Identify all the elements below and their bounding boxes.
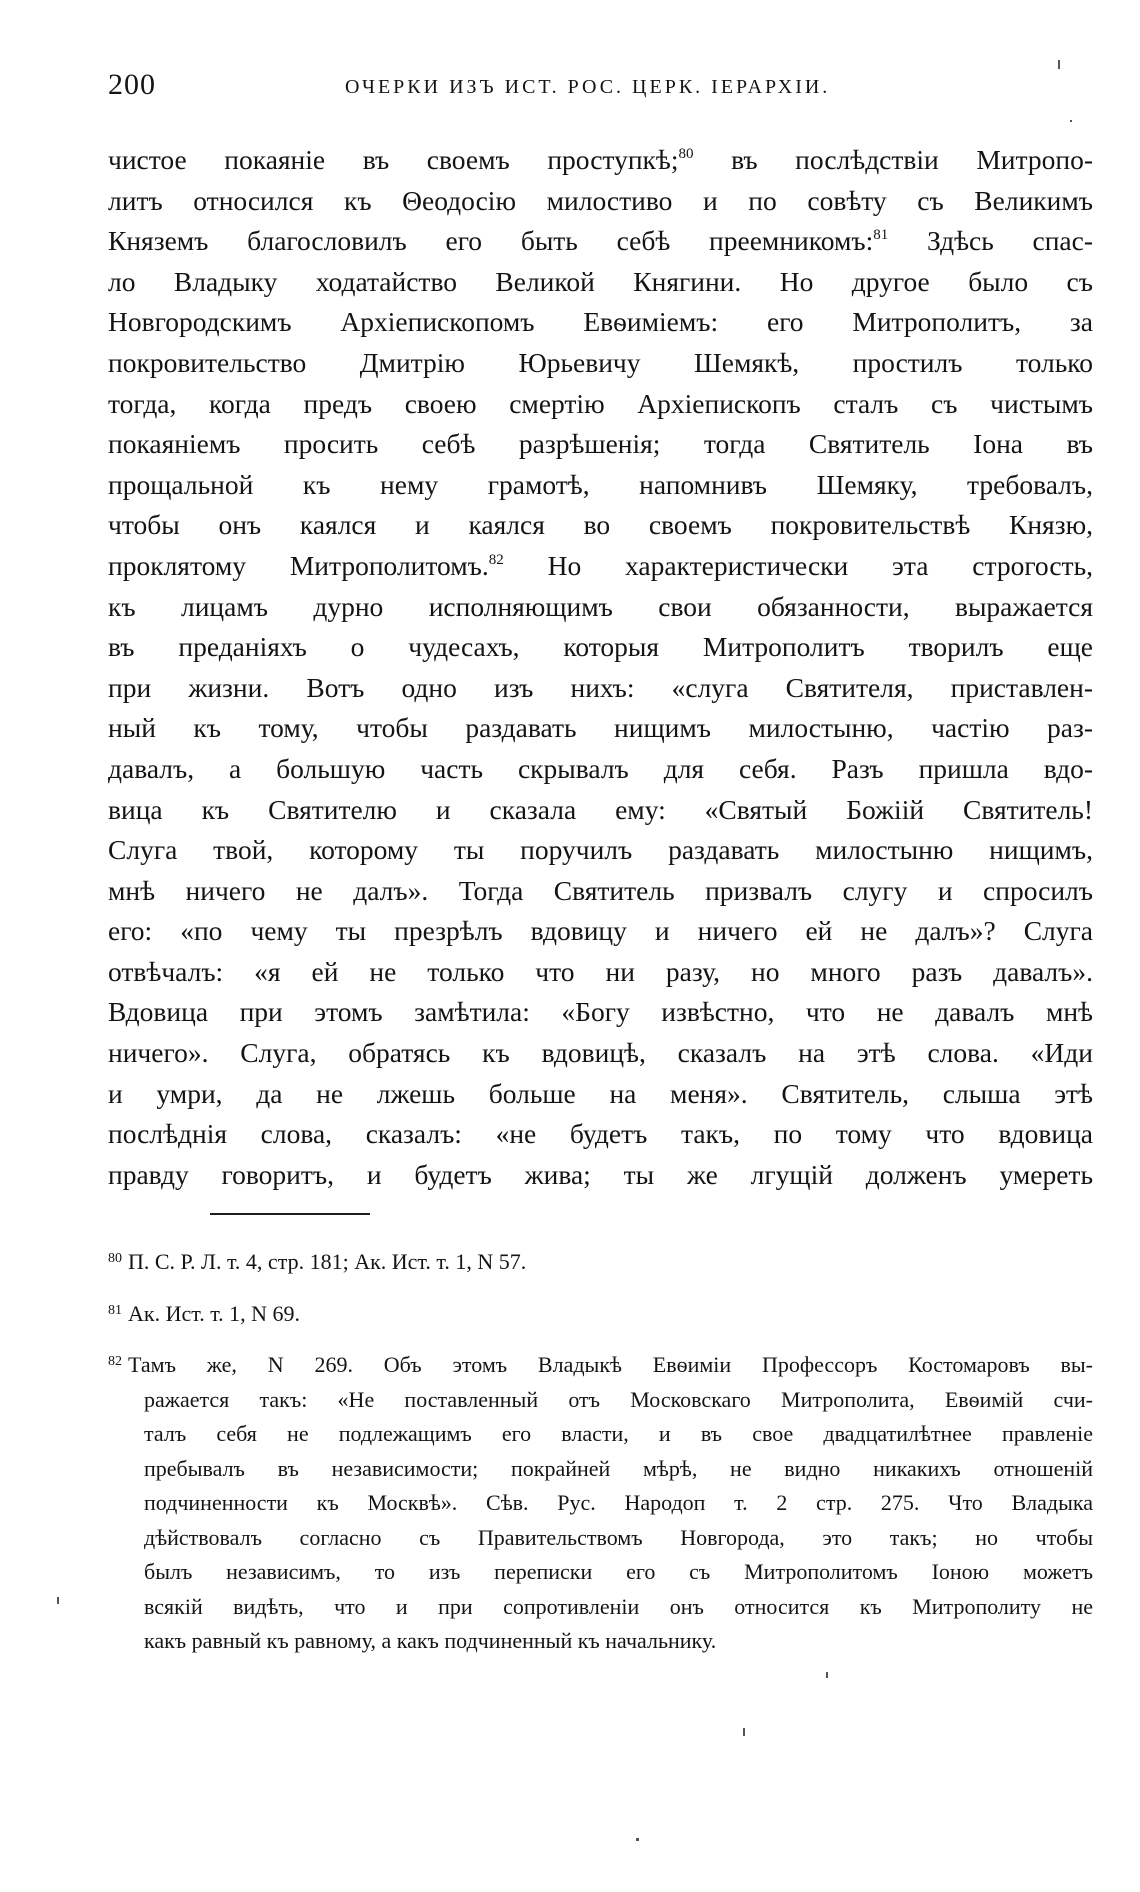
- footnote-text: ражается такъ: «Не поставленный отъ Московскаго Митрополита, Евѳимій счи-: [144, 1386, 1093, 1412]
- text-line-segment: Новгородскимъ Архіепископомъ Евѳиміемъ: его Митрополитъ, за: [108, 306, 1093, 338]
- footnote-text: пребывалъ въ независимости; покрайней мѣрѣ, не видно никакихъ отношеній: [144, 1455, 1093, 1481]
- text-line: [108, 1074, 1093, 1115]
- footnote-number: 81: [108, 1302, 122, 1318]
- footnote-reference[interactable]: 82: [488, 551, 504, 568]
- text-line-segment: проклятому Митрополитомъ.: [108, 549, 489, 581]
- footnote-number: 82: [108, 1354, 122, 1369]
- text-line-segment: послѣднія слова, сказалъ: «не будетъ такъ, по тому что вдовица: [108, 1118, 1093, 1150]
- text-line-segment: Вдовица при этомъ замѣтила: «Богу извѣстно, что не давалъ мнѣ: [108, 996, 1093, 1028]
- text-line-segment: правду говоритъ, и будетъ жива; ты же лгущій долженъ умереть: [108, 1158, 1093, 1190]
- text-line: [108, 505, 1093, 546]
- footnote-text: П. С. Р. Л. т. 4, стр. 181; Ак. Ист. т. 1, N 57.: [128, 1249, 527, 1274]
- text-line: [108, 1033, 1093, 1074]
- footnote: [108, 1348, 1093, 1659]
- text-line: [108, 790, 1093, 831]
- text-line: [108, 384, 1093, 425]
- text-line-segment: давалъ, а большую часть скрывалъ для себя. Разъ пришла вдо-: [108, 752, 1093, 784]
- text-line-segment: отвѣчалъ: «я ей не только что ни разу, но много разъ давалъ».: [108, 955, 1093, 987]
- scan-speck: [1070, 120, 1072, 122]
- footnote-text: талъ себя не подлежащимъ его власти, и въ свое двадцатилѣтнее правленіе: [144, 1421, 1093, 1446]
- text-line-segment: Слуга твой, которому ты поручилъ раздавать милостыню нищимъ,: [108, 834, 1093, 866]
- text-line-segment: въ послѣдствіи Митропо-: [693, 144, 1093, 175]
- text-line: [108, 181, 1093, 222]
- text-line: [108, 1155, 1093, 1196]
- text-line-segment: Но характеристически эта строгость,: [503, 549, 1093, 581]
- text-line-segment: литъ относился къ Θеодосію милостиво и по совѣту съ Великимъ: [108, 184, 1093, 216]
- scan-speck: [743, 1728, 745, 1736]
- footnote-line: [108, 1590, 1093, 1625]
- text-line: [108, 992, 1093, 1033]
- footnote: [108, 1297, 1093, 1332]
- running-head: ОЧЕРКИ ИЗЪ ИСТ. РОС. ЦЕРК. ІЕРАРХІИ.: [345, 76, 831, 98]
- text-line: [108, 221, 1093, 262]
- footnote-line: [108, 1521, 1093, 1556]
- text-line-segment: и умри, да не лжешь больше на меня». Святитель, слыша этѣ: [108, 1077, 1093, 1109]
- text-line-segment: ничего». Слуга, обратясь къ вдовицѣ, сказалъ на этѣ слова. «Иди: [108, 1037, 1093, 1069]
- footnote-text: Ак. Ист. т. 1, N 69.: [128, 1300, 301, 1326]
- text-line-segment: чтобы онъ каялся и каялся во своемъ покровительствѣ Князю,: [108, 509, 1093, 541]
- text-line: [108, 262, 1093, 303]
- footnote-text: Тамъ же, N 269. Объ этомъ Владыкѣ Евѳиміи Профессоръ Костомаровъ вы-: [128, 1352, 1093, 1377]
- footnote-line: [108, 1417, 1093, 1452]
- footnote-line: [108, 1555, 1093, 1590]
- text-line: [108, 587, 1093, 628]
- text-line: [108, 668, 1093, 709]
- text-line-segment: его: «по чему ты презрѣлъ вдовицу и ничего ей не далъ»? Слуга: [108, 915, 1093, 947]
- footnote-line: [108, 1297, 1093, 1332]
- scan-speck: [826, 1672, 828, 1678]
- text-line: [108, 1114, 1093, 1155]
- text-line-segment: мнѣ ничего не далъ». Тогда Святитель призвалъ слугу и спросилъ: [108, 874, 1093, 906]
- footnote-number: 80: [108, 1251, 122, 1266]
- text-line: [108, 708, 1093, 749]
- text-line: [108, 302, 1093, 343]
- scan-speck: [1058, 60, 1060, 69]
- text-line-segment: ло Владыку ходатайство Великой Княгини. Но другое было съ: [108, 265, 1093, 297]
- text-line-segment: чистое покаяніе въ своемъ проступкѣ;: [108, 144, 679, 175]
- text-line-segment: Здѣсь спас-: [888, 225, 1093, 257]
- text-line: [108, 343, 1093, 384]
- text-line-segment: къ лицамъ дурно исполняющимъ свои обязанности, выражается: [108, 590, 1093, 622]
- footnote-text: всякій видѣть, что и при сопротивленіи онъ относится къ Митрополиту не: [144, 1593, 1093, 1619]
- text-line-segment: прощальной къ нему грамотѣ, напомнивъ Шемяку, требовалъ,: [108, 468, 1093, 500]
- footnote-reference[interactable]: 80: [678, 146, 694, 162]
- footnote-line: [108, 1486, 1093, 1521]
- footnote-line: [108, 1452, 1093, 1487]
- footnote-reference[interactable]: 81: [873, 227, 889, 244]
- text-line: [108, 871, 1093, 912]
- text-line: [108, 952, 1093, 993]
- footnote-text: подчиненности къ Москвѣ». Сѣв. Рус. Народоп т. 2 стр. 275. Что Владыка: [144, 1490, 1093, 1515]
- page-header: [108, 68, 1068, 108]
- text-line-segment: при жизни. Вотъ одно изъ нихъ: «слуга Святителя, приставлен-: [108, 671, 1093, 703]
- scan-speck: [57, 1597, 59, 1604]
- text-line: [108, 749, 1093, 790]
- footnote-text: какъ равный къ равному, а какъ подчиненный къ начальнику.: [144, 1628, 717, 1653]
- text-line: [108, 465, 1093, 506]
- text-line-segment: покровительство Дмитрію Юрьевичу Шемякѣ, простилъ только: [108, 346, 1093, 378]
- footnote-line: [108, 1383, 1093, 1418]
- footnote-separator: [210, 1213, 370, 1215]
- text-line-segment: покаяніемъ просить себѣ разрѣшенія; тогда Святитель Іона въ: [108, 428, 1093, 460]
- text-line-segment: вица къ Святителю и сказала ему: «Святый Божіій Святитель!: [108, 793, 1093, 825]
- footnote-line: [108, 1624, 1093, 1659]
- text-line: [108, 424, 1093, 465]
- footnotes: [108, 1245, 1093, 1676]
- footnote: [108, 1245, 1093, 1280]
- text-line-segment: Княземъ благословилъ его быть себѣ преемникомъ:: [108, 225, 874, 257]
- text-line: [108, 546, 1093, 587]
- footnote-line: [108, 1245, 1093, 1280]
- text-line: [108, 830, 1093, 871]
- footnote-text: дѣйствовалъ согласно съ Правительствомъ Новгорода, это такъ; но чтобы: [144, 1524, 1093, 1550]
- text-line: [108, 627, 1093, 668]
- main-text: [108, 140, 1093, 1195]
- text-line-segment: въ преданіяхъ о чудесахъ, которыя Митрополитъ творилъ еще: [108, 631, 1093, 663]
- scan-speck: [636, 1838, 639, 1841]
- footnote-text: былъ независимъ, то изъ переписки его съ Митрополитомъ Іоною можетъ: [144, 1559, 1093, 1584]
- page-number: 200: [108, 68, 156, 101]
- text-line-segment: тогда, когда предъ своею смертію Архіепископъ сталъ съ чистымъ: [108, 387, 1093, 419]
- footnote-line: [108, 1348, 1093, 1383]
- text-line-segment: ный къ тому, чтобы раздавать нищимъ милостыню, частію раз-: [108, 712, 1093, 744]
- text-line: [108, 140, 1093, 181]
- text-line: [108, 911, 1093, 952]
